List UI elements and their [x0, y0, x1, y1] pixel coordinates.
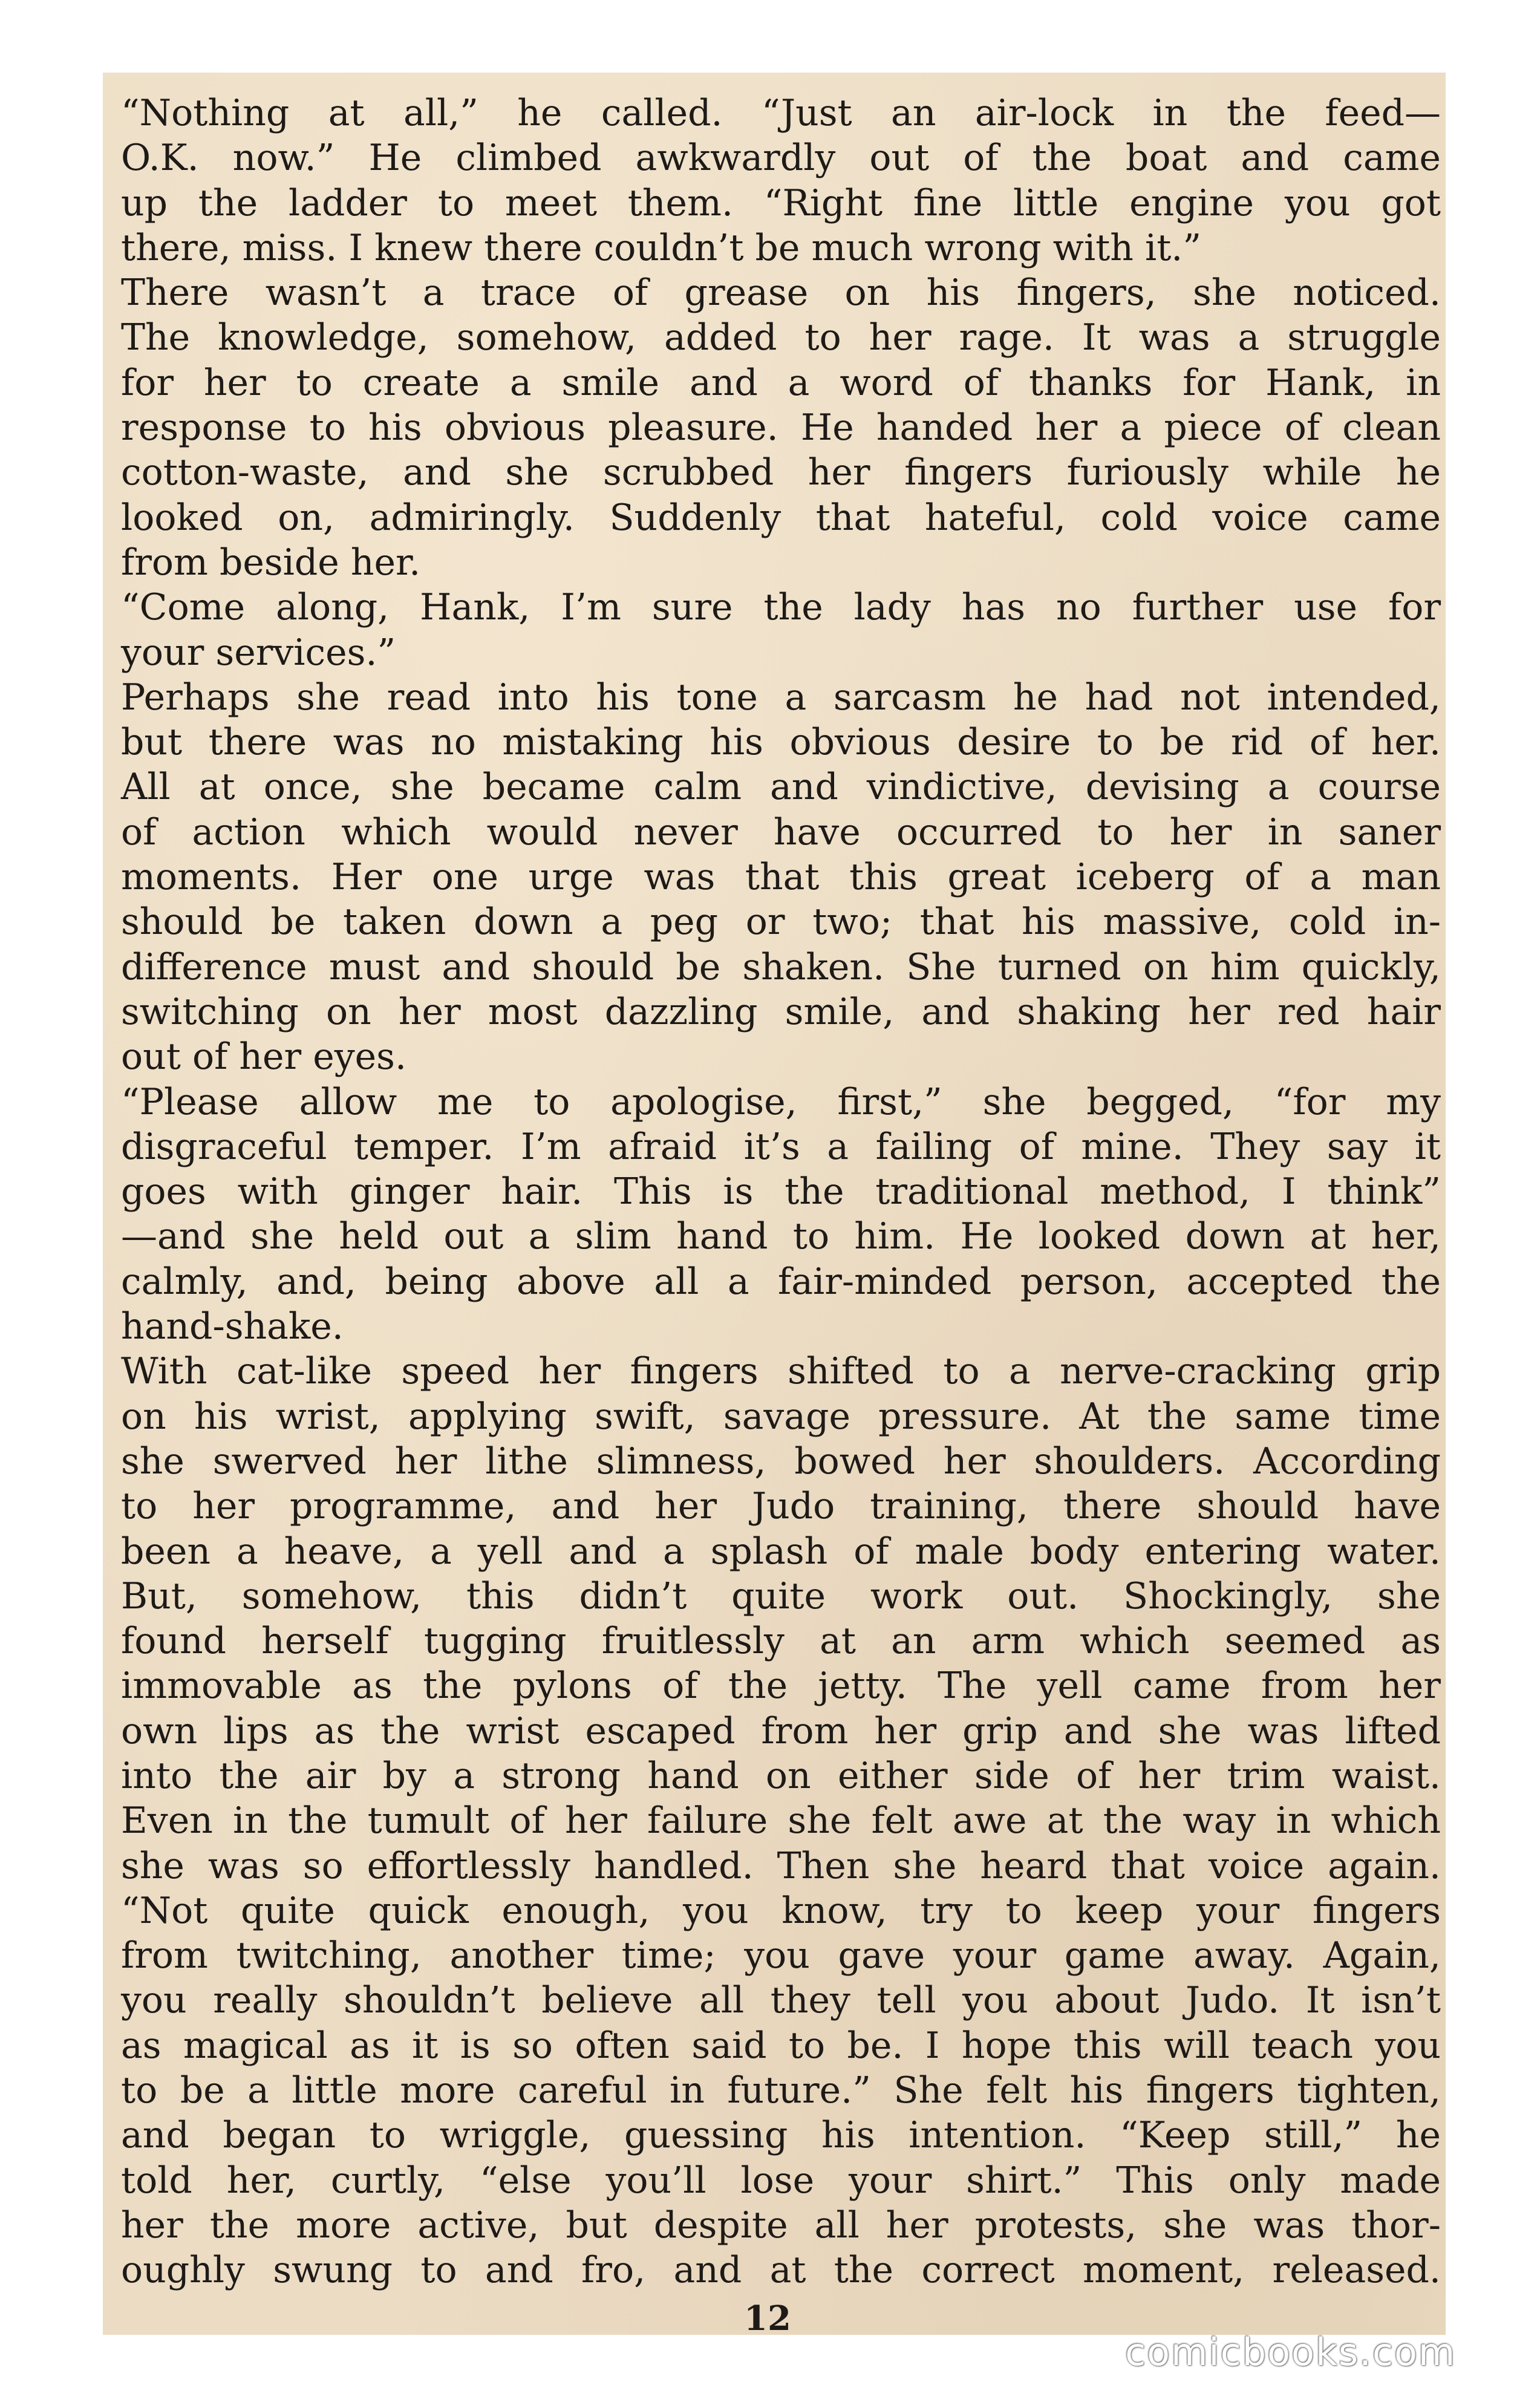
text-line: but there was no mistaking his obvious desire to be rid of her.	[121, 721, 1441, 764]
text-line: her the more active, but despite all her protests, she was thor-	[121, 2204, 1441, 2247]
text-line: moments. Her one urge was that this great iceberg of a man	[121, 856, 1441, 899]
text-line: oughly swung to and fro, and at the correct moment, released.	[121, 2249, 1441, 2292]
text-line: should be taken down a peg or two; that his massive, cold in-	[121, 901, 1441, 944]
text-line: disgraceful temper. I’m afraid it’s a failing of mine. They say it	[121, 1125, 1441, 1168]
text-line: There wasn’t a trace of grease on his fingers, she noticed.	[121, 272, 1441, 315]
text-line: All at once, she became calm and vindictive, devising a course	[121, 766, 1441, 809]
text-line: up the ladder to meet them. “Right fine little engine you got	[121, 181, 1441, 224]
text-line: response to his obvious pleasure. He handed her a piece of clean	[121, 406, 1441, 449]
text-line: she swerved her lithe slimness, bowed her shoulders. According	[121, 1440, 1441, 1483]
text-line: found herself tugging fruitlessly at an arm which seemed as	[121, 1620, 1441, 1663]
text-line: own lips as the wrist escaped from her grip and she was lifted	[121, 1709, 1441, 1752]
text-line: to be a little more careful in future.” She felt his fingers tighten,	[121, 2069, 1441, 2112]
text-line: O.K. now.” He climbed awkwardly out of the boat and came	[121, 137, 1441, 180]
text-line: hand-shake.	[121, 1305, 344, 1348]
text-line: calmly, and, being above all a fair-minded person, accepted the	[121, 1260, 1441, 1303]
text-line: difference must and should be shaken. She turned on him quickly,	[121, 945, 1441, 988]
text-line: there, miss. I knew there couldn’t be much wrong with it.”	[121, 226, 1202, 269]
text-line: of action which would never have occurred to her in saner	[121, 811, 1441, 853]
text-line: for her to create a smile and a word of thanks for Hank, in	[121, 361, 1441, 404]
text-line: on his wrist, applying swift, savage pressure. At the same time	[121, 1395, 1441, 1438]
text-line: into the air by a strong hand on either side of her trim waist.	[121, 1754, 1441, 1797]
site-watermark: comicbooks.com	[1125, 2330, 1457, 2374]
text-line: “Come along, Hank, I’m sure the lady has no further use for	[121, 586, 1441, 629]
text-line: as magical as it is so often said to be. I hope this will teach you	[121, 2024, 1441, 2067]
text-line: switching on her most dazzling smile, and shaking her red hair	[121, 990, 1441, 1033]
text-line: from beside her.	[121, 541, 421, 584]
text-line: looked on, admiringly. Suddenly that hateful, cold voice came	[121, 496, 1441, 539]
text-line: immovable as the pylons of the jetty. The yell came from her	[121, 1665, 1441, 1708]
text-line: she was so effortlessly handled. Then she heard that voice again.	[121, 1844, 1441, 1887]
text-line: With cat-like speed her fingers shifted to a nerve-cracking grip	[121, 1350, 1441, 1393]
text-line: cotton-waste, and she scrubbed her fingers furiously while he	[121, 451, 1441, 494]
text-line: been a heave, a yell and a splash of male body entering water.	[121, 1530, 1441, 1573]
text-line: Even in the tumult of her failure she felt awe at the way in which	[121, 1800, 1441, 1842]
text-line: “Not quite quick enough, you know, try to keep your fingers	[121, 1889, 1441, 1932]
text-line: goes with ginger hair. This is the traditional method, I think”	[121, 1170, 1441, 1213]
text-line: and began to wriggle, guessing his intention. “Keep still,” he	[121, 2114, 1441, 2157]
story-text	[121, 91, 1441, 2293]
text-line: “Please allow me to apologise, first,” she begged, “for my	[121, 1080, 1441, 1123]
text-line: “Nothing at all,” he called. “Just an air-lock in the feed—	[121, 92, 1441, 134]
text-line: Perhaps she read into his tone a sarcasm he had not intended,	[121, 676, 1441, 719]
page-number: 12	[744, 2299, 791, 2338]
text-line: out of her eyes.	[121, 1036, 407, 1078]
text-line: your services.”	[121, 631, 396, 674]
text-line: from twitching, another time; you gave your game away. Again,	[121, 1934, 1441, 1977]
text-line: told her, curtly, “else you’ll lose your shirt.” This only made	[121, 2159, 1441, 2202]
text-line: to her programme, and her Judo training, there should have	[121, 1485, 1441, 1528]
text-line: —and she held out a slim hand to him. He looked down at her,	[121, 1215, 1441, 1258]
text-line: you really shouldn’t believe all they tell you about Judo. It isn’t	[121, 1979, 1441, 2022]
text-line: The knowledge, somehow, added to her rage. It was a struggle	[121, 316, 1441, 359]
text-line: But, somehow, this didn’t quite work out. Shockingly, she	[121, 1575, 1441, 1617]
